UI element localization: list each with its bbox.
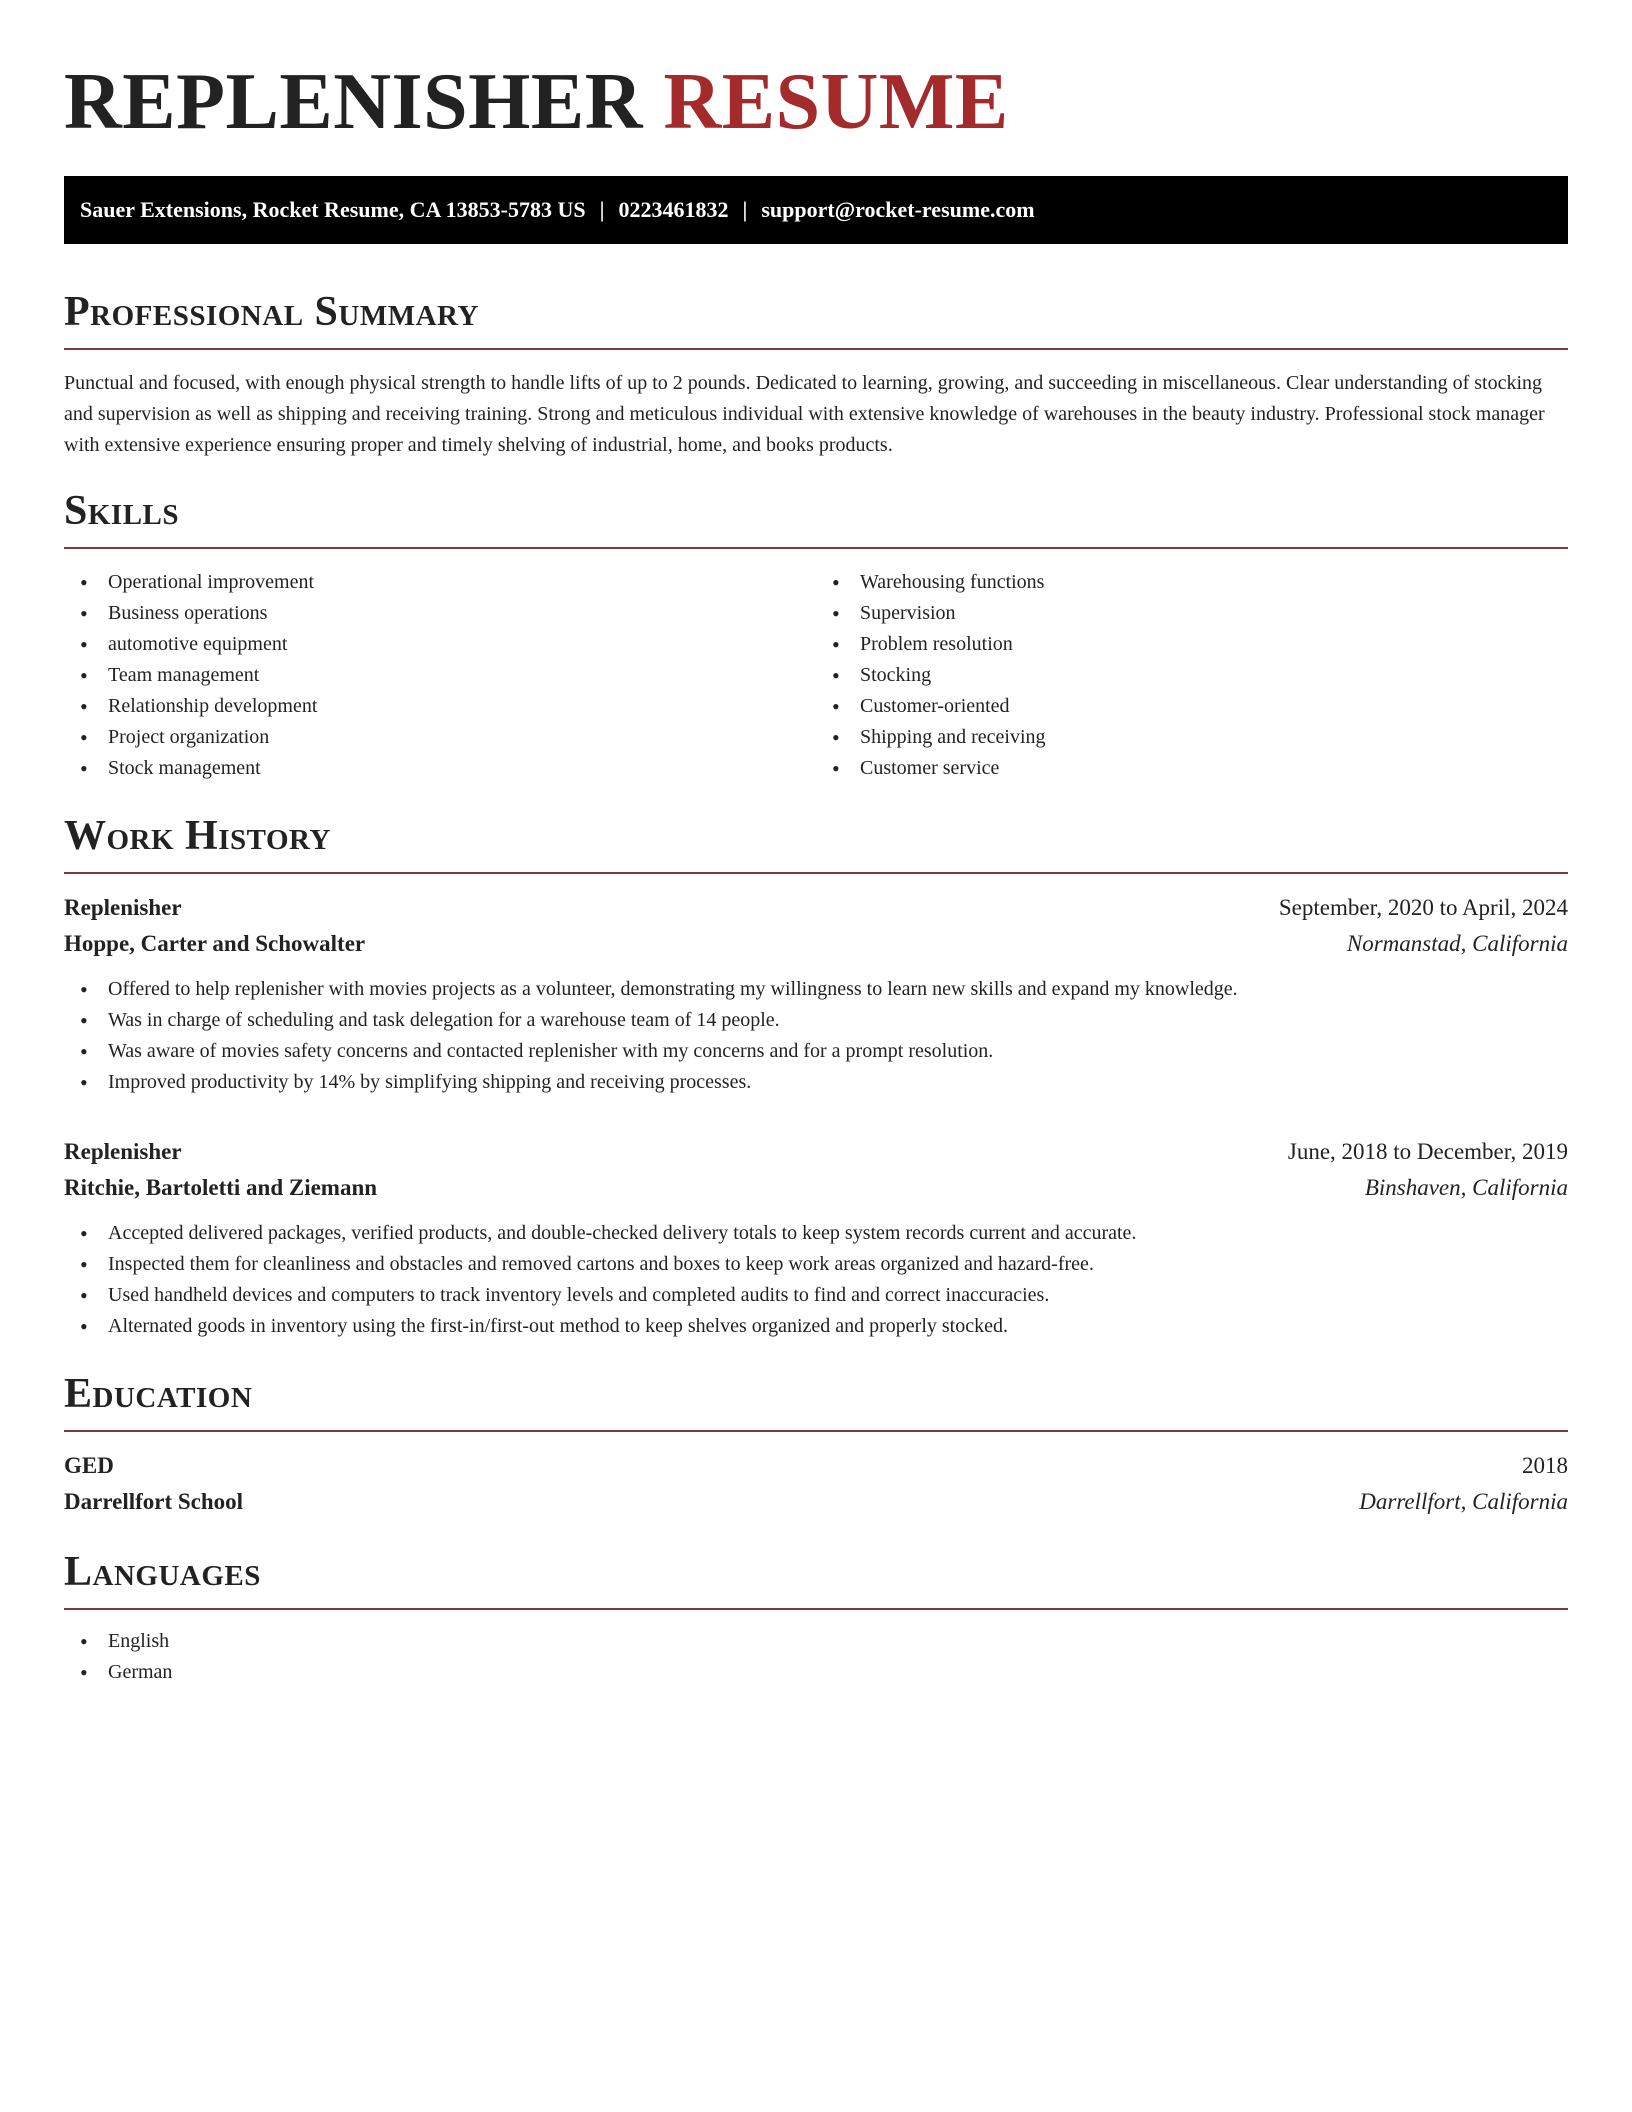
resume-page <box>64 0 1568 1688</box>
skill-item: • Supervision <box>816 598 1568 629</box>
work-section <box>64 812 1568 1342</box>
education-entry <box>64 1448 1568 1520</box>
contact-email: support@rocket-resume.com <box>761 197 1035 222</box>
skill-item: • Stock management <box>64 753 816 784</box>
skill-item: • Customer service <box>816 753 1568 784</box>
skills-heading: Skills <box>64 488 180 534</box>
title-role: REPLENISHER <box>64 58 643 146</box>
skill-item: • Project organization <box>64 722 816 753</box>
skills-list-left <box>64 567 816 784</box>
contact-phone: 0223461832 <box>618 197 729 222</box>
skill-item: • automotive equipment <box>64 629 816 660</box>
job-location: Normanstad, California <box>1346 931 1568 956</box>
job-bullet: • Offered to help replenisher with movies projects as a volunteer, demonstrating my willingness to learn new skills and expand my knowledge. <box>64 974 1568 1005</box>
job-bullet: • Accepted delivered packages, verified products, and double-checked delivery totals to keep system records current and accurate. <box>64 1218 1568 1249</box>
skill-item: • Operational improvement <box>64 567 816 598</box>
job-title: Replenisher <box>64 895 182 920</box>
education-year: 2018 <box>1522 1453 1568 1478</box>
job-bullet: • Inspected them for cleanliness and obstacles and removed cartons and boxes to keep work areas organized and hazard-free. <box>64 1249 1568 1280</box>
section-divider <box>64 1608 1568 1610</box>
section-divider <box>64 1430 1568 1432</box>
skill-item: • Business operations <box>64 598 816 629</box>
resume-title <box>64 56 1568 148</box>
skill-item: • Stocking <box>816 660 1568 691</box>
skills-section <box>64 487 1568 784</box>
job-company: Ritchie, Bartoletti and Ziemann <box>64 1175 378 1200</box>
skill-item: • Relationship development <box>64 691 816 722</box>
education-section <box>64 1370 1568 1520</box>
languages-heading: Languages <box>64 1549 261 1595</box>
job-bullet: • Alternated goods in inventory using the first-in/first-out method to keep shelves organized and properly stocked. <box>64 1311 1568 1342</box>
skills-columns <box>64 567 1568 784</box>
contact-bar <box>64 176 1568 244</box>
job-bullet: • Used handheld devices and computers to track inventory levels and completed audits to find and correct inaccuracies. <box>64 1280 1568 1311</box>
job-title: Replenisher <box>64 1139 182 1164</box>
skill-item: • Problem resolution <box>816 629 1568 660</box>
job-bullets <box>64 1218 1568 1342</box>
job-company: Hoppe, Carter and Schowalter <box>64 931 366 956</box>
job-entry <box>64 1134 1568 1342</box>
job-dates: June, 2018 to December, 2019 <box>1287 1139 1568 1164</box>
skill-item: • Warehousing functions <box>816 567 1568 598</box>
job-entry <box>64 890 1568 1098</box>
job-bullet: • Was aware of movies safety concerns and contacted replenisher with my concerns and for a prompt resolution. <box>64 1036 1568 1067</box>
languages-section <box>64 1548 1568 1688</box>
languages-list <box>64 1626 1568 1688</box>
education-school: Darrellfort School <box>64 1489 244 1514</box>
section-divider <box>64 348 1568 350</box>
language-item: • German <box>64 1657 1568 1688</box>
language-item: • English <box>64 1626 1568 1657</box>
job-dates: September, 2020 to April, 2024 <box>1278 895 1568 920</box>
summary-section <box>64 288 1568 461</box>
skill-item: • Shipping and receiving <box>816 722 1568 753</box>
contact-separator: | <box>599 197 605 222</box>
summary-text: Punctual and focused, with enough physical strength to handle lifts of up to 2 pounds. Dedicated to learning, growing, and succeeding in miscellaneous. Clear understanding of stocking and supervision as well as shipping and receiving training. Strong and meticulous individual with extensive knowledge of warehouses in the beauty industry. Professional stock manager with extensive experience ensuring proper and timely shelving of industrial, home, and books products. <box>64 372 1545 456</box>
section-divider <box>64 547 1568 549</box>
skill-item: • Team management <box>64 660 816 691</box>
skills-list-right <box>816 567 1568 784</box>
job-location: Binshaven, California <box>1364 1175 1568 1200</box>
job-bullets <box>64 974 1568 1098</box>
job-bullet: • Was in charge of scheduling and task delegation for a warehouse team of 14 people. <box>64 1005 1568 1036</box>
education-location: Darrellfort, California <box>1359 1489 1568 1514</box>
contact-address: Sauer Extensions, Rocket Resume, CA 13853-5783 US <box>80 197 586 222</box>
skill-item: • Customer-oriented <box>816 691 1568 722</box>
education-heading: Education <box>64 1371 253 1417</box>
job-bullet: • Improved productivity by 14% by simplifying shipping and receiving processes. <box>64 1067 1568 1098</box>
work-heading: Work History <box>64 813 331 859</box>
title-resume-word: RESUME <box>663 58 1009 146</box>
contact-separator: | <box>742 197 748 222</box>
education-degree: GED <box>64 1453 114 1478</box>
summary-heading: Professional Summary <box>64 289 479 335</box>
section-divider <box>64 872 1568 874</box>
